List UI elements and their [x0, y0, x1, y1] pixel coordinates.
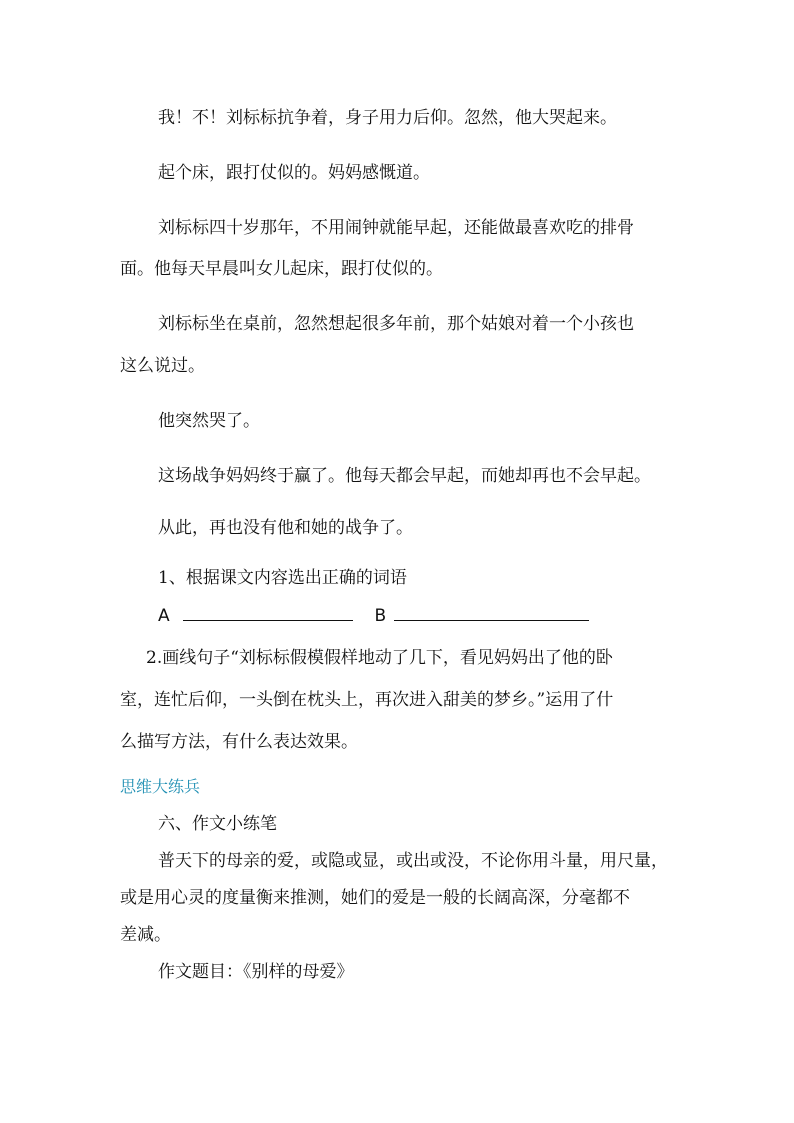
answer-b-label: B [374, 606, 387, 626]
story-paragraph-2: 起个床，跟打仗似的。妈妈感慨道。 [158, 163, 430, 183]
question-1-answers [158, 604, 589, 626]
answer-a-label: A [158, 606, 170, 626]
intro-line-1: 普天下的母亲的爱，或隐或显，或出或没，不论你用斗量，用尺量， [158, 851, 668, 871]
story-paragraph-1: 我！不！刘标标抗争着，身子用力后仰。忽然，他大哭起来。 [158, 108, 617, 128]
story-paragraph-3-line-1: 刘标标四十岁那年，不用闹钟就能早起，还能做最喜欢吃的排骨 [158, 218, 634, 238]
question-1: 1、根据课文内容选出正确的词语 [158, 568, 407, 588]
intro-line-3: 差减。 [120, 925, 171, 945]
intro-line-2: 或是用心灵的度量衡来推测，她们的爱是一般的长阔高深，分毫都不 [120, 888, 630, 908]
story-paragraph-3-line-2: 面。他每天早晨叫女儿起床，跟打仗似的。 [120, 259, 443, 279]
story-paragraph-5: 他突然哭了。 [158, 411, 260, 431]
story-paragraph-6: 这场战争妈妈终于赢了。他每天都会早起，而她却再也不会早起。 [158, 466, 651, 486]
question-2-line-3: 么描写方法，有什么表达效果。 [120, 732, 358, 752]
composition-topic: 作文题目：《别样的母爱》 [158, 962, 354, 982]
question-2-line-2: 室，连忙后仰，一头倒在枕头上，再次进入甜美的梦乡。”运用了什 [120, 690, 614, 710]
section-title: 六、作文小练笔 [158, 814, 277, 834]
story-paragraph-7: 从此，再也没有他和她的战争了。 [158, 518, 413, 538]
question-2-line-1: 2.画线句子“刘标标假模假样地动了几下，看见妈妈出了他的卧 [146, 648, 613, 668]
section-heading: 思维大练兵 [120, 777, 201, 796]
answer-b-blank[interactable] [394, 604, 589, 621]
story-paragraph-4-line-1: 刘标标坐在桌前，忽然想起很多年前，那个姑娘对着一个小孩也 [158, 314, 634, 334]
answer-a-blank[interactable] [183, 604, 353, 621]
story-paragraph-4-line-2: 这么说过。 [120, 356, 205, 376]
